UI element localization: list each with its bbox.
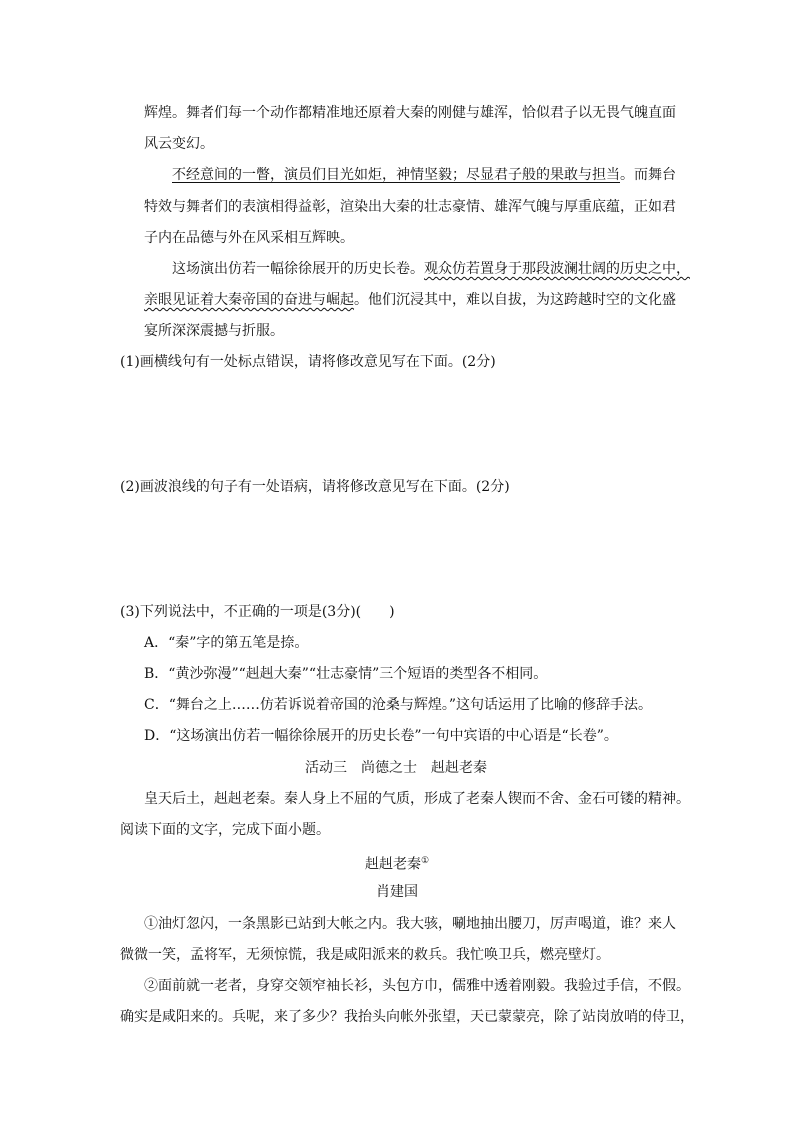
article-author: 肖建国 — [376, 884, 418, 900]
passage-line-6 — [172, 259, 690, 279]
question-2: (2)画波浪线的句子有一处语病，请将修改意见写在下面。(2分) — [120, 479, 510, 495]
footnote-marker: ① — [420, 856, 430, 866]
option-d: D．“这场演出仿若一幅徐徐展开的历史长卷”一句中宾语的中心语是“长卷”。 — [144, 728, 618, 744]
passage-line-6-plain: 这场演出仿若一幅徐徐展开的历史长卷。 — [172, 261, 424, 277]
passage-line-4: 特效与舞者们的表演相得益彰，渲染出大秦的壮志豪情、雄浑气魄与厚重底蕴，正如君 — [144, 199, 676, 215]
paragraph-2-line-2: 确实是咸阳来的。兵呢，来了多少？我抬头向帐外张望，天已蒙蒙亮，除了站岗放哨的侍卫， — [120, 1009, 694, 1025]
passage-line-5: 子内在品德与外在风采相互辉映。 — [144, 230, 354, 246]
underlined-sentence: 不经意间的一瞥，演员们目光如炬，神情坚毅；尽显君子般的果敢与担当 — [172, 167, 620, 183]
option-a: A．“秦”字的第五笔是捺。 — [144, 635, 309, 651]
wavy-sentence-part-2: 亲眼见证着大秦帝国的奋进与崛起 — [144, 292, 354, 308]
paragraph-1-line-2: 微微一笑，孟将军，无须惊慌，我是咸阳派来的救兵。我忙唤卫兵，燃亮壁灯。 — [120, 947, 610, 963]
question-1: (1)画横线句有一处标点错误，请将修改意见写在下面。(2分) — [120, 354, 496, 370]
option-b: B．“黄沙弥漫”“赳赳大秦”“壮志豪情”三个短语的类型各不相同。 — [144, 666, 548, 682]
paragraph-1-line-1: ①油灯忽闪，一条黑影已站到大帐之内。我大骇，唰地抽出腰刀，厉声喝道，谁？来人 — [144, 916, 676, 932]
option-c: C．“舞台之上……仿若诉说着帝国的沧桑与辉煌。”这句话运用了比喻的修辞手法。 — [144, 697, 653, 713]
passage-line-7 — [144, 290, 676, 310]
article-title-text: 赳赳老秦 — [364, 856, 421, 873]
wavy-sentence-part-1: 观众仿若置身于那段波澜壮阔的历史之中， — [424, 261, 690, 277]
passage-line-3-rest: 。而舞台 — [620, 167, 676, 183]
activity-intro-1: 皇天后土，赳赳老秦。秦人身上不屈的气质，形成了老秦人锲而不舍、金石可镂的精神。 — [144, 791, 690, 807]
passage-line-3 — [172, 165, 676, 185]
paragraph-2-line-1: ②面前就一老者，身穿交领窄袖长衫，头包方巾，儒雅中透着刚毅。我验过手信，不假。 — [144, 978, 690, 994]
passage-line-1: 辉煌。舞者们每一个动作都精准地还原着大秦的刚健与雄浑，恰似君子以无畏气魄直面 — [144, 105, 676, 121]
passage-line-2: 风云变幻。 — [144, 136, 214, 152]
activity-heading: 活动三 尚德之士 赳赳老秦 — [305, 760, 487, 776]
article-title — [0, 851, 794, 875]
passage-line-7-rest: 。他们沉浸其中，难以自拔，为这跨越时空的文化盛 — [354, 292, 676, 308]
activity-intro-2: 阅读下面的文字，完成下面小题。 — [120, 822, 330, 838]
question-3: (3)下列说法中，不正确的一项是(3分)( ) — [120, 604, 395, 620]
passage-line-8: 宴所深深震撼与折服。 — [144, 323, 284, 339]
